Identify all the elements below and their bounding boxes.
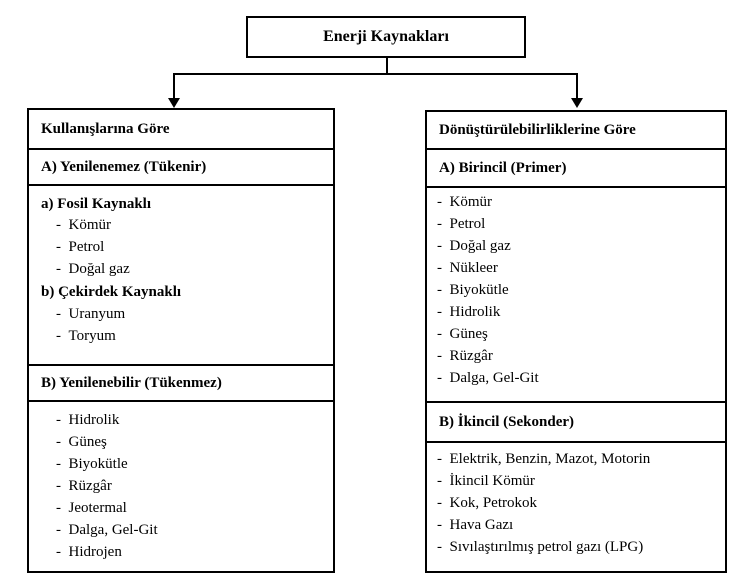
list-item: - Kok, Petrokok (437, 495, 537, 511)
list-item: - Dalga, Gel-Git (437, 370, 539, 386)
connector-left-down (173, 73, 175, 98)
list-item: - İkincil Kömür (437, 473, 535, 489)
list-item: - Doğal gaz (56, 261, 130, 277)
list-item: - Toryum (56, 328, 116, 344)
list-item: - Sıvılaştırılmış petrol gazı (LPG) (437, 539, 644, 555)
left-section-b-body (29, 402, 333, 571)
nuclear-subtitle: b) Çekirdek Kaynaklı (41, 284, 182, 300)
list-item: - Nükleer (437, 260, 498, 276)
right-section-a-title: A) Birincil (Primer) (427, 150, 725, 188)
connector-horizontal (173, 73, 578, 75)
list-item: - Jeotermal (56, 500, 127, 516)
list-item: - Uranyum (56, 306, 126, 322)
list-item: - Hidrolik (437, 304, 501, 320)
list-item: - Dalga, Gel-Git (56, 522, 158, 538)
right-section-b-title: B) İkincil (Sekonder) (427, 403, 725, 443)
left-section-a-body (29, 186, 333, 366)
right-section-b-body (427, 443, 725, 571)
right-category-box (425, 110, 727, 573)
list-item: - Kömür (437, 194, 492, 210)
list-item: - Kömür (56, 217, 111, 233)
list-item: - Elektrik, Benzin, Mazot, Motorin (437, 451, 651, 467)
list-item: - Hidrolik (56, 412, 120, 428)
left-category-title: Kullanışlarına Göre (29, 110, 333, 150)
list-item: - Petrol (56, 239, 105, 255)
left-category-box (27, 108, 335, 573)
list-item: - Rüzgâr (56, 478, 112, 494)
arrow-right-head (571, 98, 583, 108)
right-section-a-body (427, 188, 725, 403)
list-item: - Rüzgâr (437, 348, 493, 364)
list-item: - Güneş (437, 326, 488, 342)
list-item: - Petrol (437, 216, 486, 232)
list-item: - Hidrojen (56, 544, 122, 560)
connector-right-down (576, 73, 578, 98)
arrow-left-head (168, 98, 180, 108)
connector-root-down (386, 58, 388, 74)
list-item: - Doğal gaz (437, 238, 511, 254)
list-item: - Hava Gazı (437, 517, 514, 533)
left-section-a-title: A) Yenilenemez (Tükenir) (29, 150, 333, 186)
list-item: - Güneş (56, 434, 107, 450)
fossil-subtitle: a) Fosil Kaynaklı (41, 196, 152, 212)
right-category-title: Dönüştürülebilirliklerine Göre (427, 112, 725, 150)
list-item: - Biyokütle (56, 456, 128, 472)
list-item: - Biyokütle (437, 282, 509, 298)
root-box (246, 16, 526, 58)
left-section-b-title: B) Yenilenebilir (Tükenmez) (29, 366, 333, 402)
root-title: Enerji Kaynakları (323, 28, 449, 45)
